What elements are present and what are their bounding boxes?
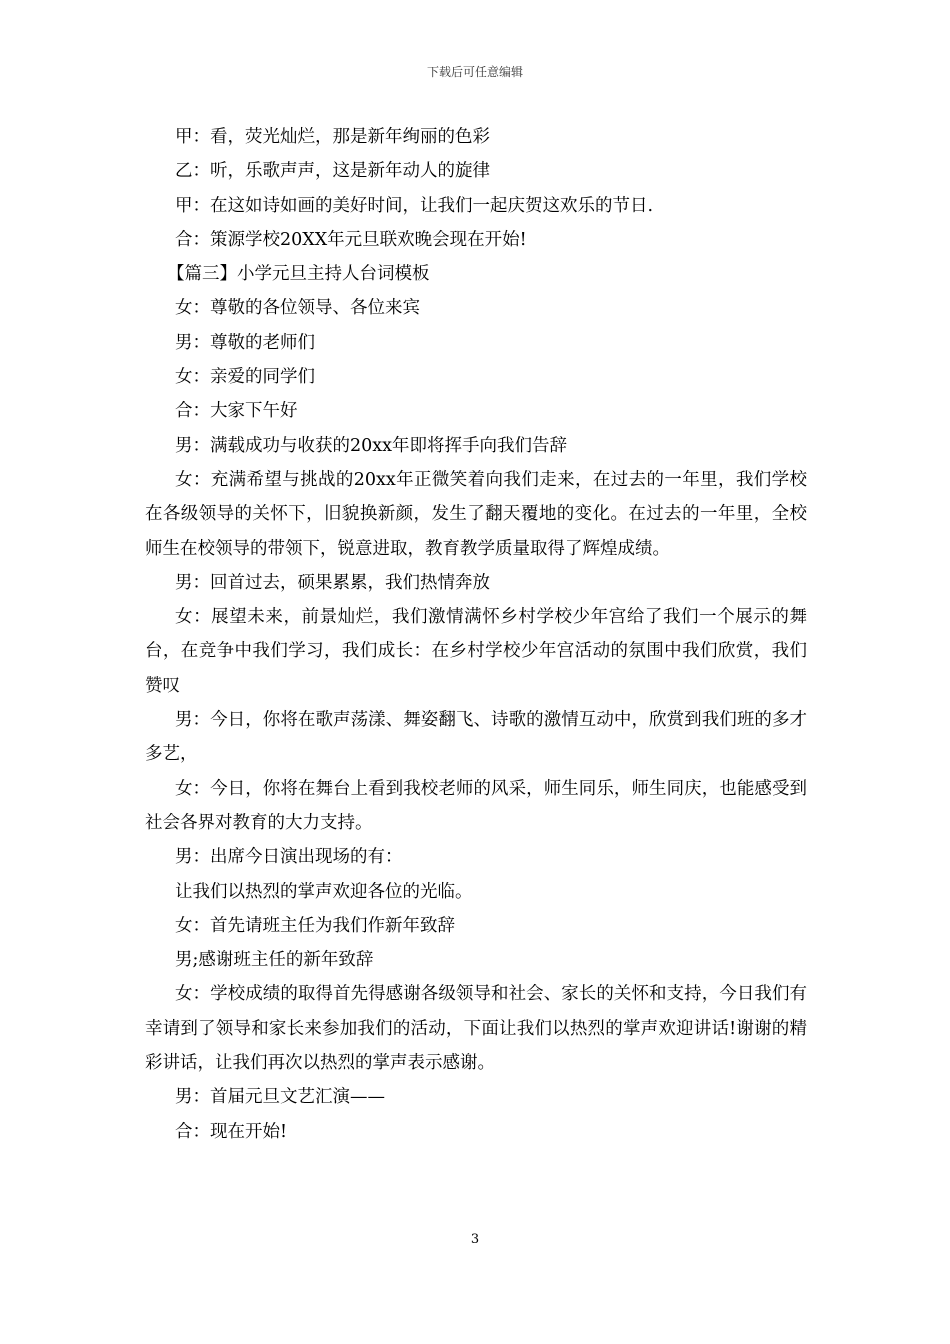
section-heading: 【篇三】小学元旦主持人台词模板 — [167, 264, 430, 285]
paragraph-4: 合：策源学校20XX年元旦联欢晚会现在开始! — [175, 229, 527, 250]
paragraph-18: 女：首先请班主任为我们作新年致辞 — [175, 915, 455, 936]
paragraph-17: 让我们以热烈的掌声欢迎各位的光临。 — [175, 881, 473, 902]
paragraph-8: 女：亲爱的同学们 — [175, 367, 315, 388]
paragraph-20: 女：学校成绩的取得首先得感谢各级领导和社会、家长的关怀和支持，今日我们有幸请到了领导和家长来参加我们的活动，下面让我们以热烈的掌声欢迎讲话!谢谢的精彩讲话，让我们再次以热烈的掌声表示感谢。 — [145, 984, 807, 1074]
page-header: 下载后可任意编辑 — [426, 65, 523, 79]
paragraph-15: 女：今日，你将在舞台上看到我校老师的风采，师生同乐，师生同庆，也能感受到社会各界对教育的大力支持。 — [145, 778, 807, 833]
paragraph-12: 男：回首过去，硕果累累，我们热情奔放 — [175, 572, 490, 593]
paragraph-16: 男：出席今日演出现场的有： — [175, 847, 403, 868]
paragraph-11: 女：充满希望与挑战的20xx年正微笑着向我们走来，在过去的一年里，我们学校在各级领导的关怀下，旧貌换新颜，发生了翻天覆地的变化。在过去的一年里，全校师生在校领导的带领下，锐意进取，教育教学质量取得了辉煌成绩。 — [145, 469, 807, 559]
paragraph-7: 男：尊敬的老师们 — [175, 332, 315, 353]
paragraph-9: 合：大家下午好 — [175, 401, 298, 422]
paragraph-13: 女：展望未来，前景灿烂，我们激情满怀乡村学校少年宫给了我们一个展示的舞台，在竞争中我们学习，我们成长：在乡村学校少年宫活动的氛围中我们欣赏，我们赞叹 — [145, 607, 807, 696]
page-number: 3 — [470, 1232, 480, 1247]
paragraph-1: 甲：看，荧光灿烂，那是新年绚丽的色彩 — [175, 127, 490, 147]
document-body — [145, 120, 807, 1149]
paragraph-6: 女：尊敬的各位领导、各位来宾 — [175, 298, 420, 319]
paragraph-3: 甲：在这如诗如画的美好时间，让我们一起庆贺这欢乐的节日. — [175, 195, 654, 216]
paragraph-22: 合：现在开始! — [175, 1121, 288, 1142]
paragraph-21: 男：首届元旦文艺汇演—— — [175, 1087, 385, 1108]
paragraph-10: 男：满载成功与收获的20xx年即将挥手向我们告辞 — [175, 435, 568, 456]
paragraph-19: 男;感谢班主任的新年致辞 — [175, 950, 374, 971]
paragraph-2: 乙：听，乐歌声声，这是新年动人的旋律 — [175, 161, 490, 182]
paragraph-14: 男：今日，你将在歌声荡漾、舞姿翻飞、诗歌的激情互动中，欣赏到我们班的多才多艺， — [145, 710, 807, 765]
